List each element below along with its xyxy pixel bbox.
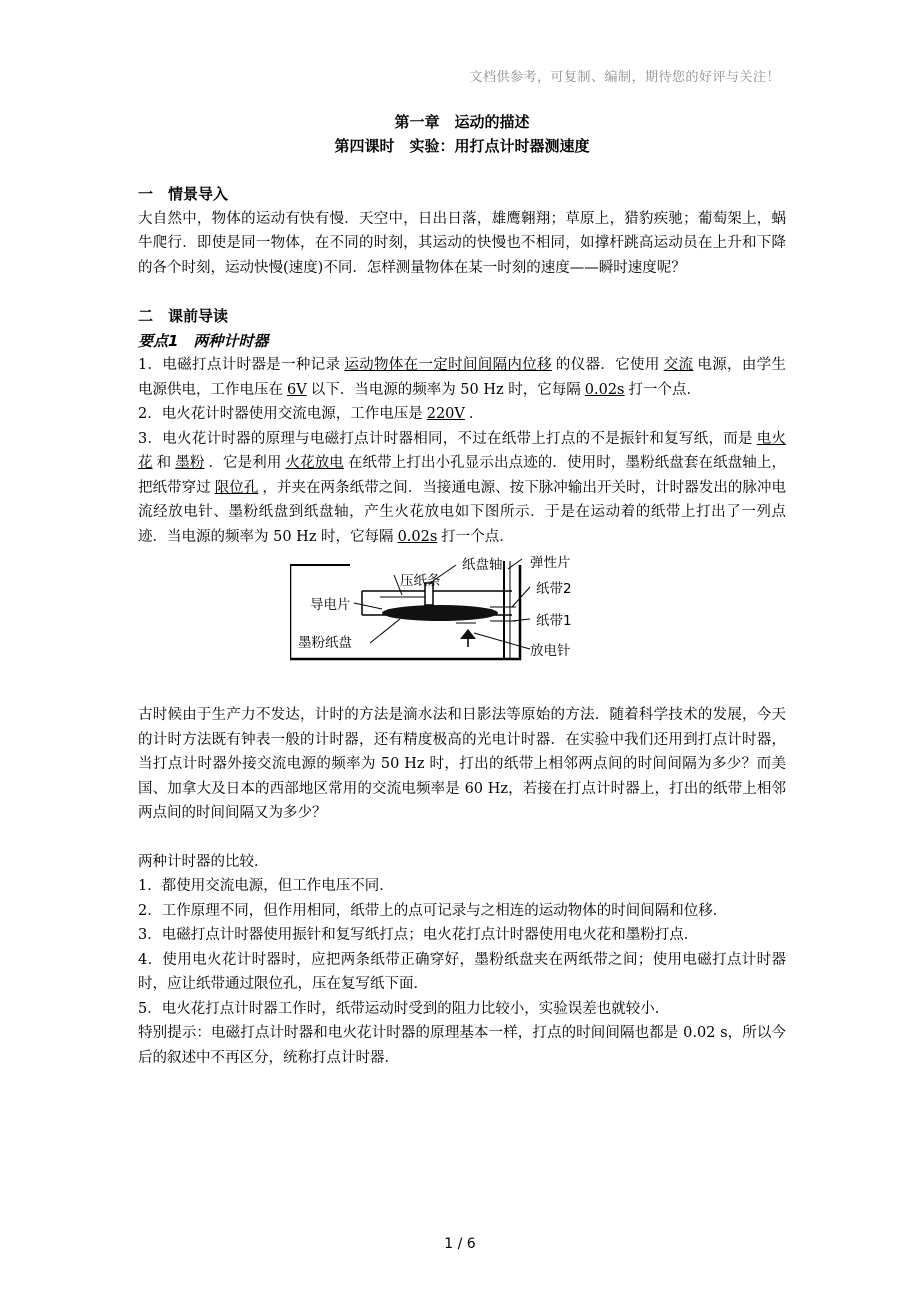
lesson-title: 第四课时 实验：用打点计时器测速度: [334, 137, 590, 155]
special-note: 特别提示：电磁打点计时器和电火花计时器的原理基本一样，打点的时间间隔也都是 0.02 s，所以今后的叙述中不再区分，统称打点计时器．: [138, 1025, 786, 1066]
label-paper-strip: 压纸条: [400, 573, 441, 589]
label-spring-plate: 弹性片: [530, 555, 571, 571]
label-disc-axis: 纸盘轴: [462, 557, 503, 573]
section-2-heading: 二 课前导读: [138, 307, 229, 325]
answer-blank: 6V: [287, 381, 307, 398]
answer-blank: 限位孔: [214, 479, 259, 496]
comparison-item: 4．使用电火花计时器时，应把两条纸带正确穿好，墨粉纸盘夹在两纸带之间；使用电磁打点计时器时，应让纸带通过限位孔，压在复写纸下面．: [138, 951, 786, 992]
watermark: 文档供参考，可复制、编制，期待您的好评与关注！: [469, 70, 780, 85]
section-1-heading: 一 情景导入: [138, 185, 229, 203]
answer-blank: 0.02s: [584, 381, 625, 398]
answer-blank: 电火花: [138, 430, 786, 471]
comparison-item: 2．工作原理不同，但作用相同，纸带上的点可记录与之相连的运动物体的时间间隔和位移．: [138, 902, 728, 919]
item-1: 1．电磁打点计时器是一种记录 运动物体在一定时间间隔内位移 的仪器．它使用 交流 电源，由学生电源供电，工作电压在 6V 以下．当电源的频率为 50 Hz 时，它每隔 0.02s 打一个点．: [138, 357, 787, 398]
label-discharge-needle: 放电针: [530, 643, 571, 659]
chapter-title: 第一章 运动的描述: [394, 113, 530, 131]
answer-blank: 220V: [426, 406, 465, 422]
item-3: 3．电火花计时器的原理与电磁打点计时器相同，不过在纸带上打点的不是振针和复写纸，而是 电火花 和 墨粉 ．它是利用 火花放电 在纸带上打出小孔显示出点迹的．使用时，墨粉纸盘套在纸盘轴上，把纸带穿过 限位孔 ，并夹在两条纸带之间．当接通电源、按下脉冲输出开关时，计时器发出的脉冲电流经放电针、墨粉纸盘到纸盘轴，产生火花放电如下图所示．于是在运动着的纸带上打出了一列点迹．当电源的频率为 50 Hz 时，它每隔 0.02s 打一个点．: [138, 430, 787, 545]
item-2: 2．电火花计时器使用交流电源，工作电压是 220V ．: [138, 406, 484, 422]
key-point-title: 要点1 两种计时器: [138, 331, 269, 350]
answer-blank: 0.02s: [397, 528, 438, 545]
paragraph-ancient-timing: 古时候由于生产力不发达，计时的方法是滴水法和日影法等原始的方法．随着科学技术的发展，今天的计时方法既有钟表一般的计时器，还有精度极高的光电计时器．在实验中我们还用到打点计时器，当打点计时器外接交流电源的频率为 50 Hz 时，打出的纸带上相邻两点间的时间间隔为多少？而美国、加拿大及日本的西部地区常用的交流电频率是 60 Hz，若接在打点计时器上，打出的纸带上相邻两点间的时间间隔又为多少？: [138, 707, 786, 821]
label-tape-1: 纸带1: [536, 613, 572, 629]
content: [138, 110, 786, 1070]
answer-blank: 墨粉: [175, 455, 205, 471]
label-conductor: 导电片: [310, 597, 351, 613]
comparison-item: 5．电火花打点计时器工作时，纸带运动时受到的阻力比较小，实验误差也就较小．: [138, 1000, 670, 1017]
label-tape-2: 纸带2: [536, 581, 572, 597]
label-toner-disc: 墨粉纸盘: [298, 635, 352, 651]
comparison-title: 两种计时器的比较．: [138, 853, 269, 870]
section-1-text: 大自然中，物体的运动有快有慢．天空中，日出日落，雄鹰翱翔；草原上，猎豹疾驰；葡萄架上，蜗牛爬行．即使是同一物体，在不同的时刻，其运动的快慢也不相同，如撑杆跳高运动员在上升和下降的各个时刻，运动快慢(速度)不同．怎样测量物体在某一时刻的速度——瞬时速度呢？: [138, 210, 786, 276]
spark-timer-diagram: [138, 553, 786, 683]
comparison-item: 3．电磁打点计时器使用振针和复写纸打点；电火花打点计时器使用电火花和墨粉打点．: [138, 927, 699, 943]
answer-blank: 运动物体在一定时间间隔内位移: [344, 357, 552, 373]
page-number: 1 / 6: [444, 1236, 476, 1252]
answer-blank: 交流: [663, 357, 694, 373]
comparison-item: 1．都使用交流电源，但工作电压不同．: [138, 878, 394, 894]
answer-blank: 火花放电: [285, 455, 344, 471]
